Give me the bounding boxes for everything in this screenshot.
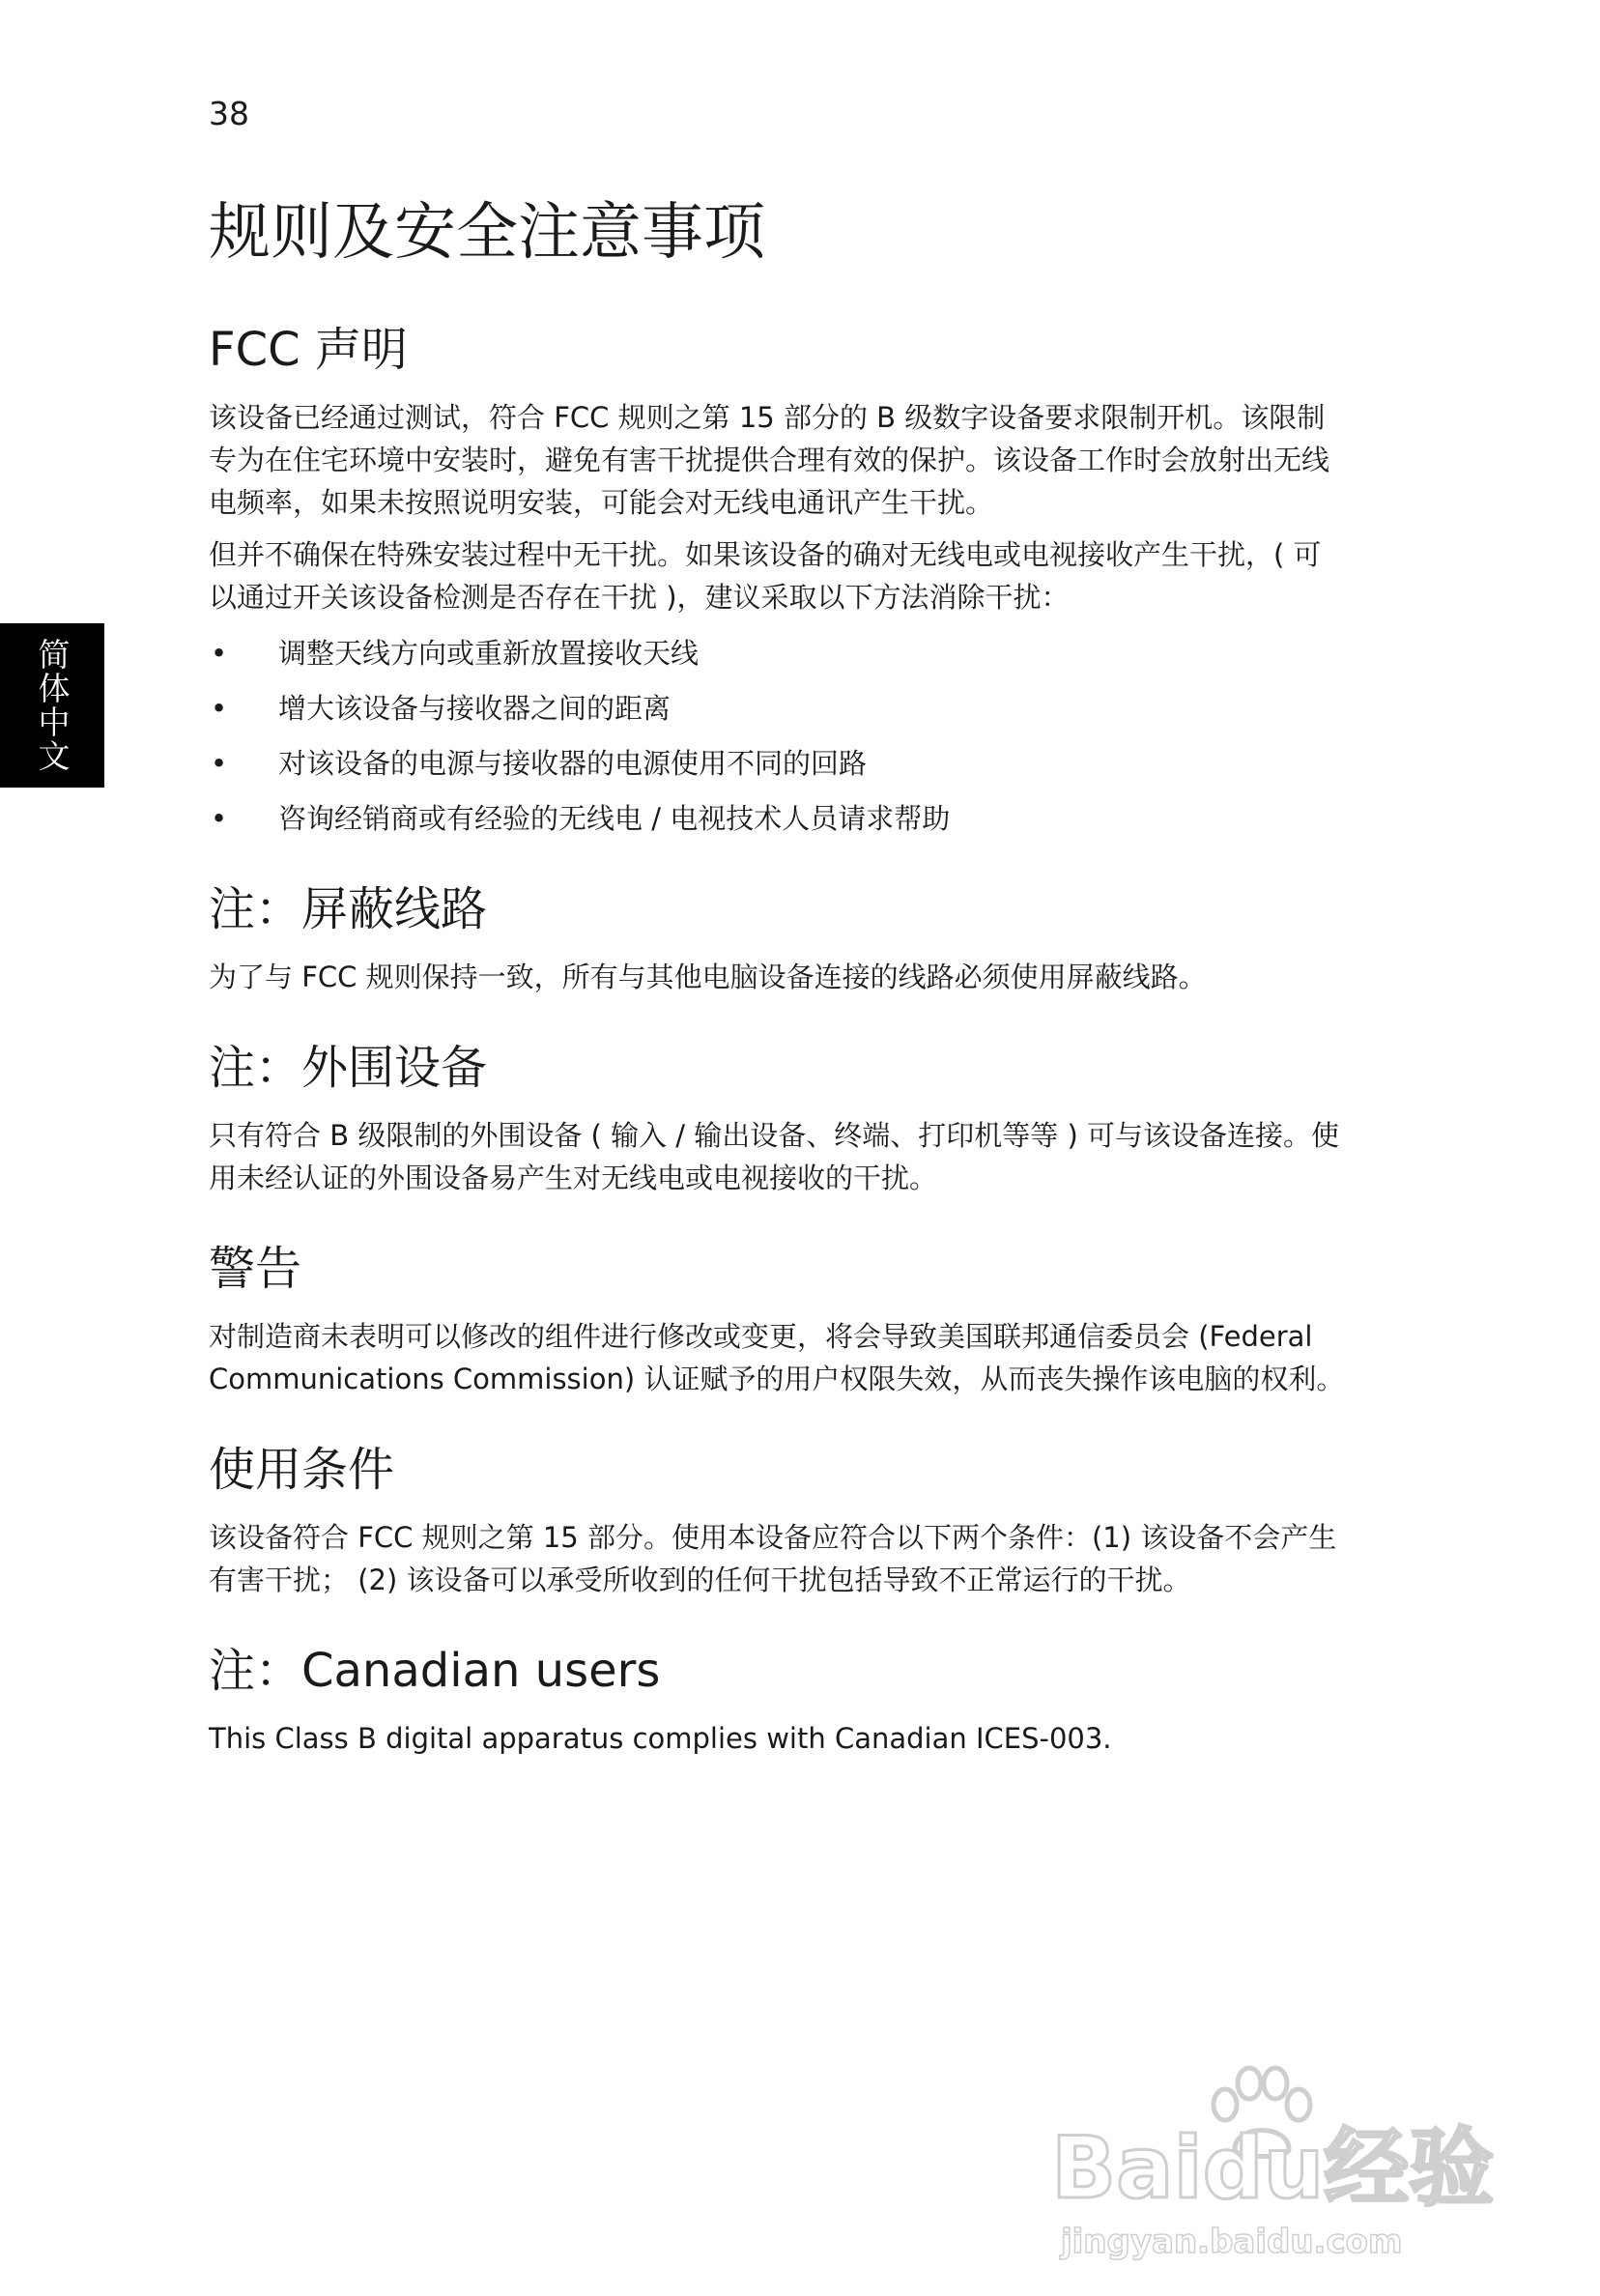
fcc-bullet-list	[209, 632, 1349, 840]
section-peripherals	[209, 1037, 1349, 1199]
section-heading-warning: 警告	[209, 1242, 302, 1296]
section-heading-conditions: 使用条件	[209, 1443, 395, 1497]
warning-text: 对制造商未表明可以修改的组件进行修改或变更，将会导致美国联邦通信委员会 (Federal Communications Commission) 认证赋予的用户权限失效，从而丧失操作该电脑的权利。	[209, 1320, 1345, 1395]
watermark-url: jingyan.baidu.com	[1061, 2223, 1403, 2261]
section-heading-fcc: FCC 声明	[209, 323, 408, 377]
section-heading-shielded-cables: 注：屏蔽线路	[209, 882, 488, 936]
section-shielded-cables	[209, 878, 1349, 998]
list-item: • 对该设备的电源与接收器的电源使用不同的回路	[209, 742, 1349, 785]
language-side-tab	[0, 623, 104, 788]
list-item: • 增大该设备与接收器之间的距离	[209, 687, 1349, 730]
page-title: 规则及安全注意事项	[209, 197, 765, 269]
section-heading-canadian-users: 注：Canadian users	[209, 1644, 661, 1698]
section-fcc	[209, 319, 1349, 840]
peripherals-text: 只有符合 B 级限制的外围设备 ( 输入 / 输出设备、终端、打印机等等 ) 可与该设备连接。使用未经认证的外围设备易产生对无线电或电视接收的干扰。	[209, 1119, 1340, 1194]
list-item: • 调整天线方向或重新放置接收天线	[209, 632, 1349, 674]
canadian-users-text: This Class B digital apparatus complies with Canadian ICES-003.	[209, 1722, 1112, 1755]
section-conditions	[209, 1439, 1349, 1601]
baidu-watermark	[1051, 2064, 1495, 2267]
language-side-tab-label: 简体中文	[33, 638, 71, 773]
document-content	[209, 189, 1349, 1798]
conditions-text: 该设备符合 FCC 规则之第 15 部分。使用本设备应符合以下两个条件：(1) 该设备不会产生有害干扰； (2) 该设备可以承受所收到的任何干扰包括导致不正常运行的干扰。	[209, 1521, 1337, 1596]
page-number: 38	[209, 95, 249, 132]
section-warning	[209, 1238, 1349, 1400]
watermark-logo: Baidu经验	[1051, 2118, 1495, 2218]
shielded-cables-text: 为了与 FCC 规则保持一致，所有与其他电脑设备连接的线路必须使用屏蔽线路。	[209, 961, 1207, 993]
section-heading-peripherals: 注：外围设备	[209, 1041, 488, 1095]
fcc-paragraph-2: 但并不确保在特殊安装过程中无干扰。如果该设备的确对无线电或电视接收产生干扰，( 可以通过开关该设备检测是否存在干扰 )，建议采取以下方法消除干扰：	[209, 538, 1322, 614]
fcc-paragraph-1: 该设备已经通过测试，符合 FCC 规则之第 15 部分的 B 级数字设备要求限制开机。该限制专为在住宅环境中安装时，避免有害干扰提供合理有效的保护。该设备工作时会放射出无线电频率，如果未按照说明安装，可能会对无线电通讯产生干扰。	[209, 401, 1330, 519]
section-canadian-users	[209, 1640, 1349, 1760]
list-item: • 咨询经销商或有经验的无线电 / 电视技术人员请求帮助	[209, 797, 1349, 840]
